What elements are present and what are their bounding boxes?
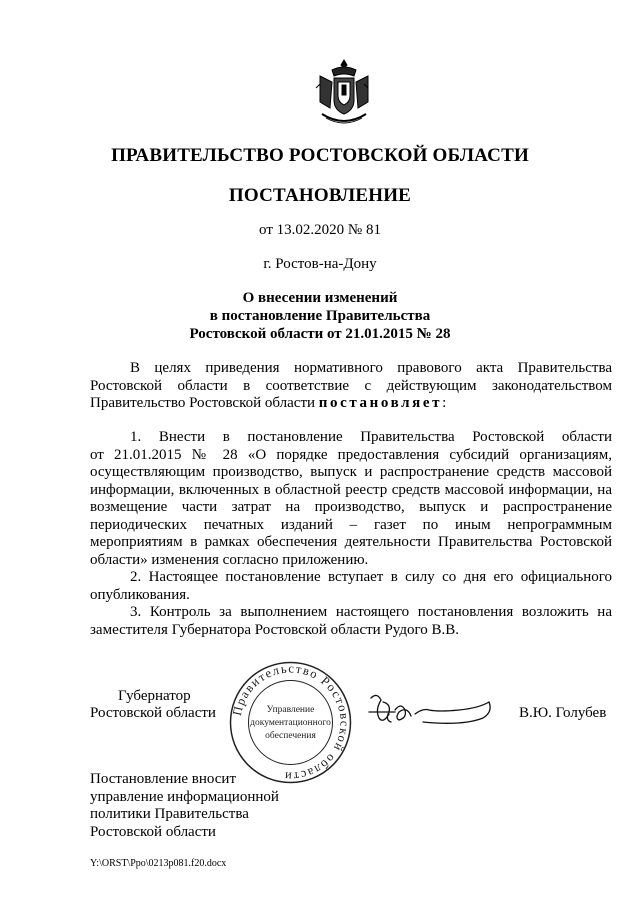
stamp-inner-line-3: обеспечения <box>265 731 316 741</box>
subject-line-1: О внесении изменений <box>242 290 398 306</box>
document-city: г. Ростов-на-Дону <box>263 256 377 272</box>
submitter-block <box>90 771 279 841</box>
item-3: 3. Контроль за выполнением настоящего постановления возложить на заместителя Губернатора Ростовской области Рудого В.В. <box>90 604 612 638</box>
submitter-line-3: политики Правительства <box>90 806 249 822</box>
submitter-line-4: Ростовской области <box>90 823 216 840</box>
official-stamp <box>228 660 353 785</box>
preamble-line-3-prefix: Правительство Ростовской области <box>90 395 319 411</box>
preamble-line-3 <box>90 395 612 413</box>
item-1-body: от 21.01.2015 № 28 «О порядке предоставления субсидий организациям, осуществляющим производство, выпуск и распространение средств массовой информации, включенных в областной реестр средств массовой информации, на возмещение части затрат на производство, выпуск и распространение периодических печатных изданий – газет по иным непрограммным мероприятиям в рамках обеспечения деятельности Правительства Ростовской области» изменения согласно приложению. <box>90 446 612 568</box>
government-name: ПРАВИТЕЛЬСТВО РОСТОВСКОЙ ОБЛАСТИ <box>111 145 529 166</box>
resolution-keyword: постановляет <box>318 395 443 411</box>
preamble-line-2: Ростовской области в соответствие с действующим законодательством <box>90 377 612 394</box>
signatory-name: В.Ю. Голубев <box>519 705 607 721</box>
subject-line-2: в постановление Правительства <box>209 308 431 324</box>
signatory-position-line-1: Губернатор <box>118 688 191 704</box>
coat-of-arms-icon <box>312 58 376 128</box>
subject-line-3: Ростовской области от 21.01.2015 № 28 <box>189 326 451 342</box>
preamble <box>90 360 612 413</box>
stamp-inner-line-2: документационного <box>250 718 331 728</box>
submitter-line-2: управление информационной <box>90 788 279 805</box>
preamble-line-1: В целях приведения нормативного правового акта Правительства <box>130 360 612 376</box>
document-type: ПОСТАНОВЛЕНИЕ <box>228 185 412 206</box>
preamble-line-3-suffix: : <box>442 395 447 411</box>
stamp-ring-text: Правительство Ростовской области <box>229 661 352 784</box>
document-date-number: от 13.02.2020 № 81 <box>259 222 381 238</box>
stamp-inner-line-1: Управление <box>266 705 315 715</box>
file-path: Y:\ORST\Ppo\0213p081.f20.docx <box>90 858 227 869</box>
signatory-position-line-2: Ростовской области <box>90 705 216 721</box>
item-2: 2. Настоящее постановление вступает в силу со дня его официального опубликования. <box>90 569 612 603</box>
handwritten-signature <box>365 690 495 730</box>
item-1-first-line: 1. Внести в постановление Правительства Ростовской области <box>130 429 612 445</box>
document-subject <box>0 289 640 343</box>
resolution-items <box>90 429 612 639</box>
submitter-line-1: Постановление вносит <box>90 771 237 787</box>
